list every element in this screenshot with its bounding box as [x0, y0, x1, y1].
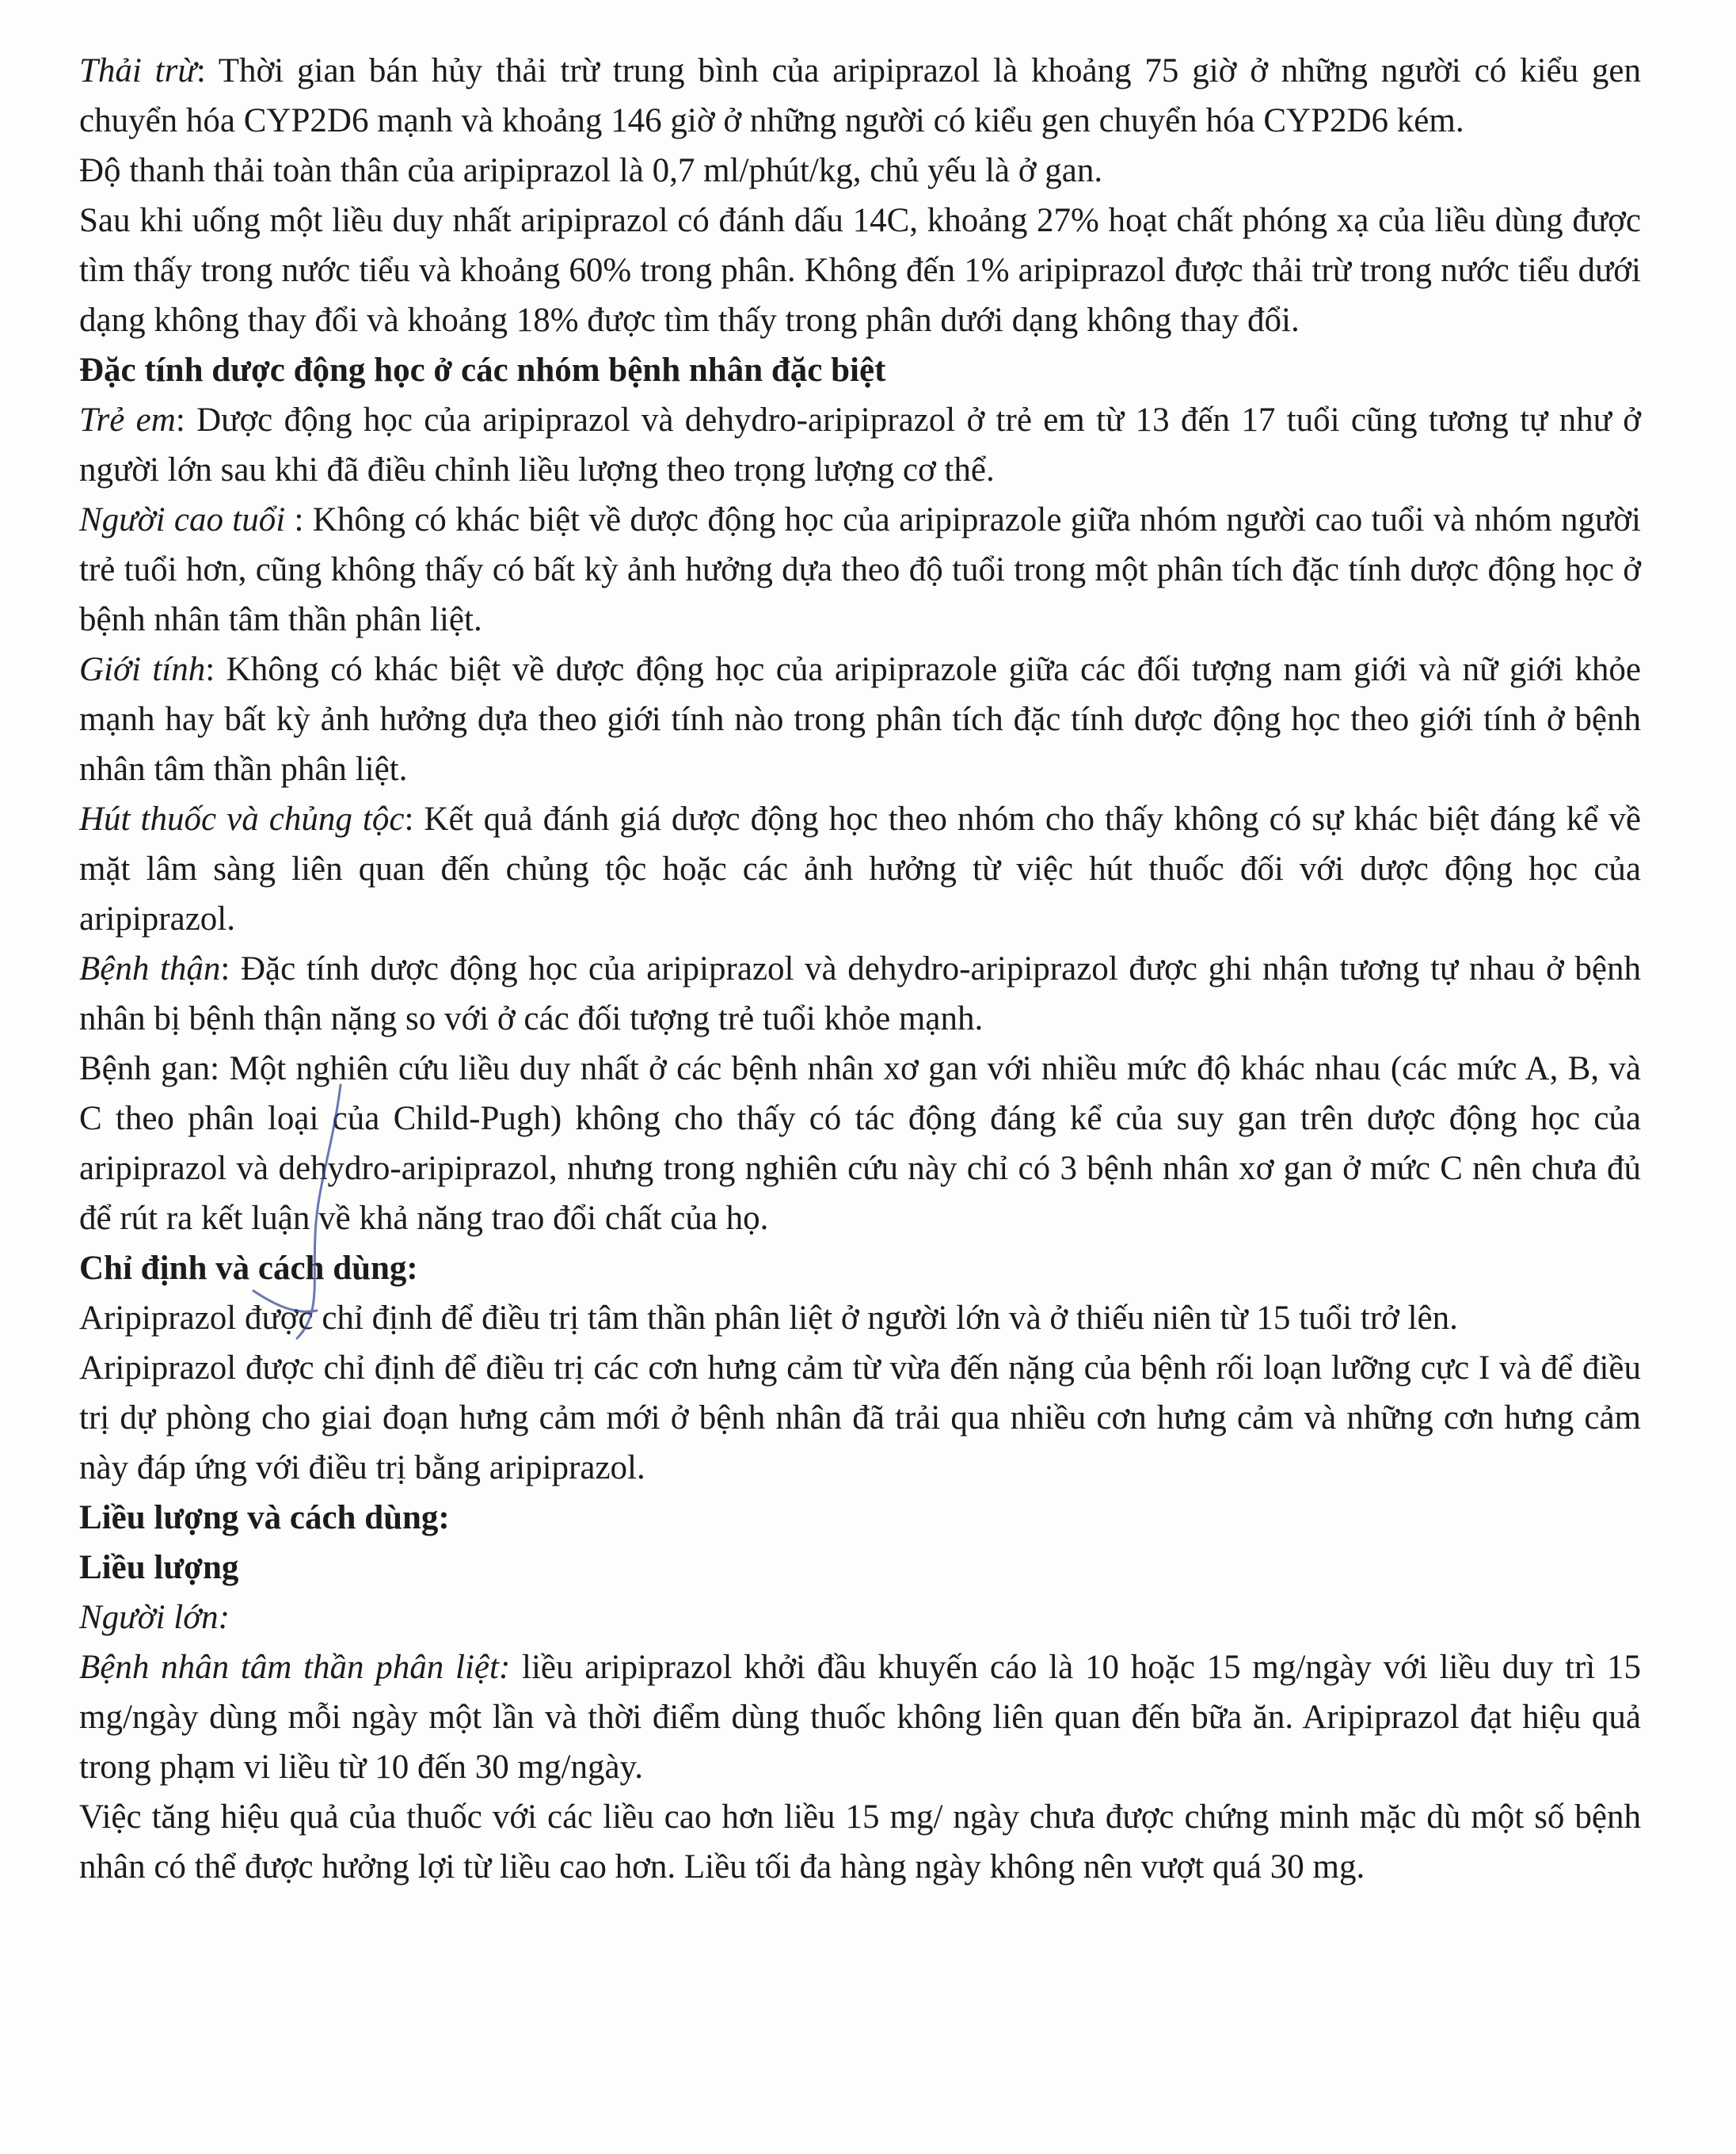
renal-paragraph [79, 944, 1641, 1044]
max-dose-paragraph: Việc tăng hiệu quả của thuốc với các liều cao hơn liều 15 mg/ ngày chưa được chứng minh mặc dù một số bệnh nhân có thể được hưởng lợi từ liều cao hơn. Liều tối đa hàng ngày không nên vượt quá 30 mg. [79, 1798, 1641, 1886]
schizophrenia-dose-lead: Bệnh nhân tâm thần phân liệt: [79, 1649, 511, 1686]
smoking-race-paragraph [79, 794, 1641, 944]
gender-text: : Không có khác biệt về dược động học của aripiprazole giữa các đối tượng nam giới và nữ giới khỏe mạnh hay bất kỳ ảnh hưởng dựa theo giới tính nào trong phân tích đặc tính dược động học theo giới tính ở bệnh nhân tâm thần phân liệt. [79, 651, 1641, 788]
adults-subheading: Người lớn: [79, 1599, 230, 1636]
elimination-text: : Thời gian bán hủy thải trừ trung bình của aripiprazol là khoảng 75 giờ ở những người có kiểu gen chuyển hóa CYP2D6 mạnh và khoảng 146 giờ ở những người có kiểu gen chuyển hóa CYP2D6 kém. [79, 52, 1641, 139]
special-populations-heading: Đặc tính dược động học ở các nhóm bệnh nhân đặc biệt [79, 352, 886, 389]
children-lead: Trẻ em [79, 401, 176, 439]
schizophrenia-dose-text: liều aripiprazol khởi đầu khuyến cáo là 10 hoặc 15 mg/ngày với liều duy trì 15 mg/ngày dùng mỗi ngày một lần và thời điểm dùng thuốc không liên quan đến bữa ăn. Aripiprazol đạt hiệu quả trong phạm vi liều từ 10 đến 30 mg/ngày. [79, 1649, 1641, 1786]
dosage-heading: Liều lượng [79, 1549, 239, 1586]
children-text: : Dược động học của aripiprazol và dehydro-aripiprazol ở trẻ em từ 13 đến 17 tuổi cũng tương tự như ở người lớn sau khi đã điều chỉnh liều lượng theo trọng lượng cơ thể. [79, 401, 1642, 489]
smoking-race-lead: Hút thuốc và chủng tộc [79, 801, 405, 838]
bipolar-indication-paragraph: Aripiprazol được chỉ định để điều trị các cơn hưng cảm từ vừa đến nặng của bệnh rối loạn lưỡng cực I và để điều trị dự phòng cho giai đoạn hưng cảm mới ở bệnh nhân đã trải qua nhiều cơn hưng cảm và những cơn hưng cảm này đáp ứng với điều trị bằng aripiprazol. [79, 1349, 1641, 1486]
elderly-paragraph [79, 495, 1641, 645]
children-paragraph [79, 395, 1641, 495]
elimination-paragraph [79, 46, 1641, 146]
renal-text: : Đặc tính dược động học của aripiprazol và dehydro-aripiprazol được ghi nhận tương tự nhau ở bệnh nhân bị bệnh thận nặng so với ở các đối tượng trẻ tuổi khỏe mạnh. [79, 950, 1641, 1037]
elderly-lead: Người cao tuổi [79, 501, 286, 538]
indications-heading: Chỉ định và cách dùng: [79, 1250, 418, 1287]
smoking-race-text: : Kết quả đánh giá dược động học theo nhóm cho thấy không có sự khác biệt đáng kể về mặt lâm sàng liên quan đến chủng tộc hoặc các ảnh hưởng từ việc hút thuốc đối với dược động học của aripiprazol. [79, 801, 1641, 938]
renal-lead: Bệnh thận [79, 950, 221, 988]
gender-lead: Giới tính [79, 651, 206, 688]
elimination-lead: Thải trừ [79, 52, 196, 89]
clearance-paragraph: Độ thanh thải toàn thân của aripiprazol là 0,7 ml/phút/kg, chủ yếu là ở gan. [79, 152, 1103, 189]
schizophrenia-indication-paragraph: Aripiprazol được chỉ định để điều trị tâm thần phân liệt ở người lớn và ở thiếu niên từ 15 tuổi trở lên. [79, 1300, 1458, 1337]
radiolabel-paragraph: Sau khi uống một liều duy nhất aripiprazol có đánh dấu 14C, khoảng 27% hoạt chất phóng xạ của liều dùng được tìm thấy trong nước tiểu và khoảng 60% trong phân. Không đến 1% aripiprazol được thải trừ trong nước tiểu dưới dạng không thay đổi và khoảng 18% được tìm thấy trong phân dưới dạng không thay đổi. [79, 202, 1641, 339]
hepatic-paragraph: Bệnh gan: Một nghiên cứu liều duy nhất ở các bệnh nhân xơ gan với nhiều mức độ khác nhau (các mức A, B, và C theo phân loại của Child-Pugh) không cho thấy có tác động đáng kể của suy gan trên dược động học của aripiprazol và dehydro-aripiprazol, nhưng trong nghiên cứu này chỉ có 3 bệnh nhân xơ gan ở mức C nên chưa đủ để rút ra kết luận về khả năng trao đổi chất của họ. [79, 1050, 1641, 1237]
dosage-administration-heading: Liều lượng và cách dùng: [79, 1499, 450, 1536]
gender-paragraph [79, 645, 1641, 794]
elderly-text: : Không có khác biệt về dược động học của aripiprazole giữa nhóm người cao tuổi và nhóm người trẻ tuổi hơn, cũng không thấy có bất kỳ ảnh hưởng dựa theo độ tuổi trong một phân tích đặc tính dược động học ở bệnh nhân tâm thần phân liệt. [79, 501, 1641, 638]
schizophrenia-dose-paragraph [79, 1642, 1641, 1792]
